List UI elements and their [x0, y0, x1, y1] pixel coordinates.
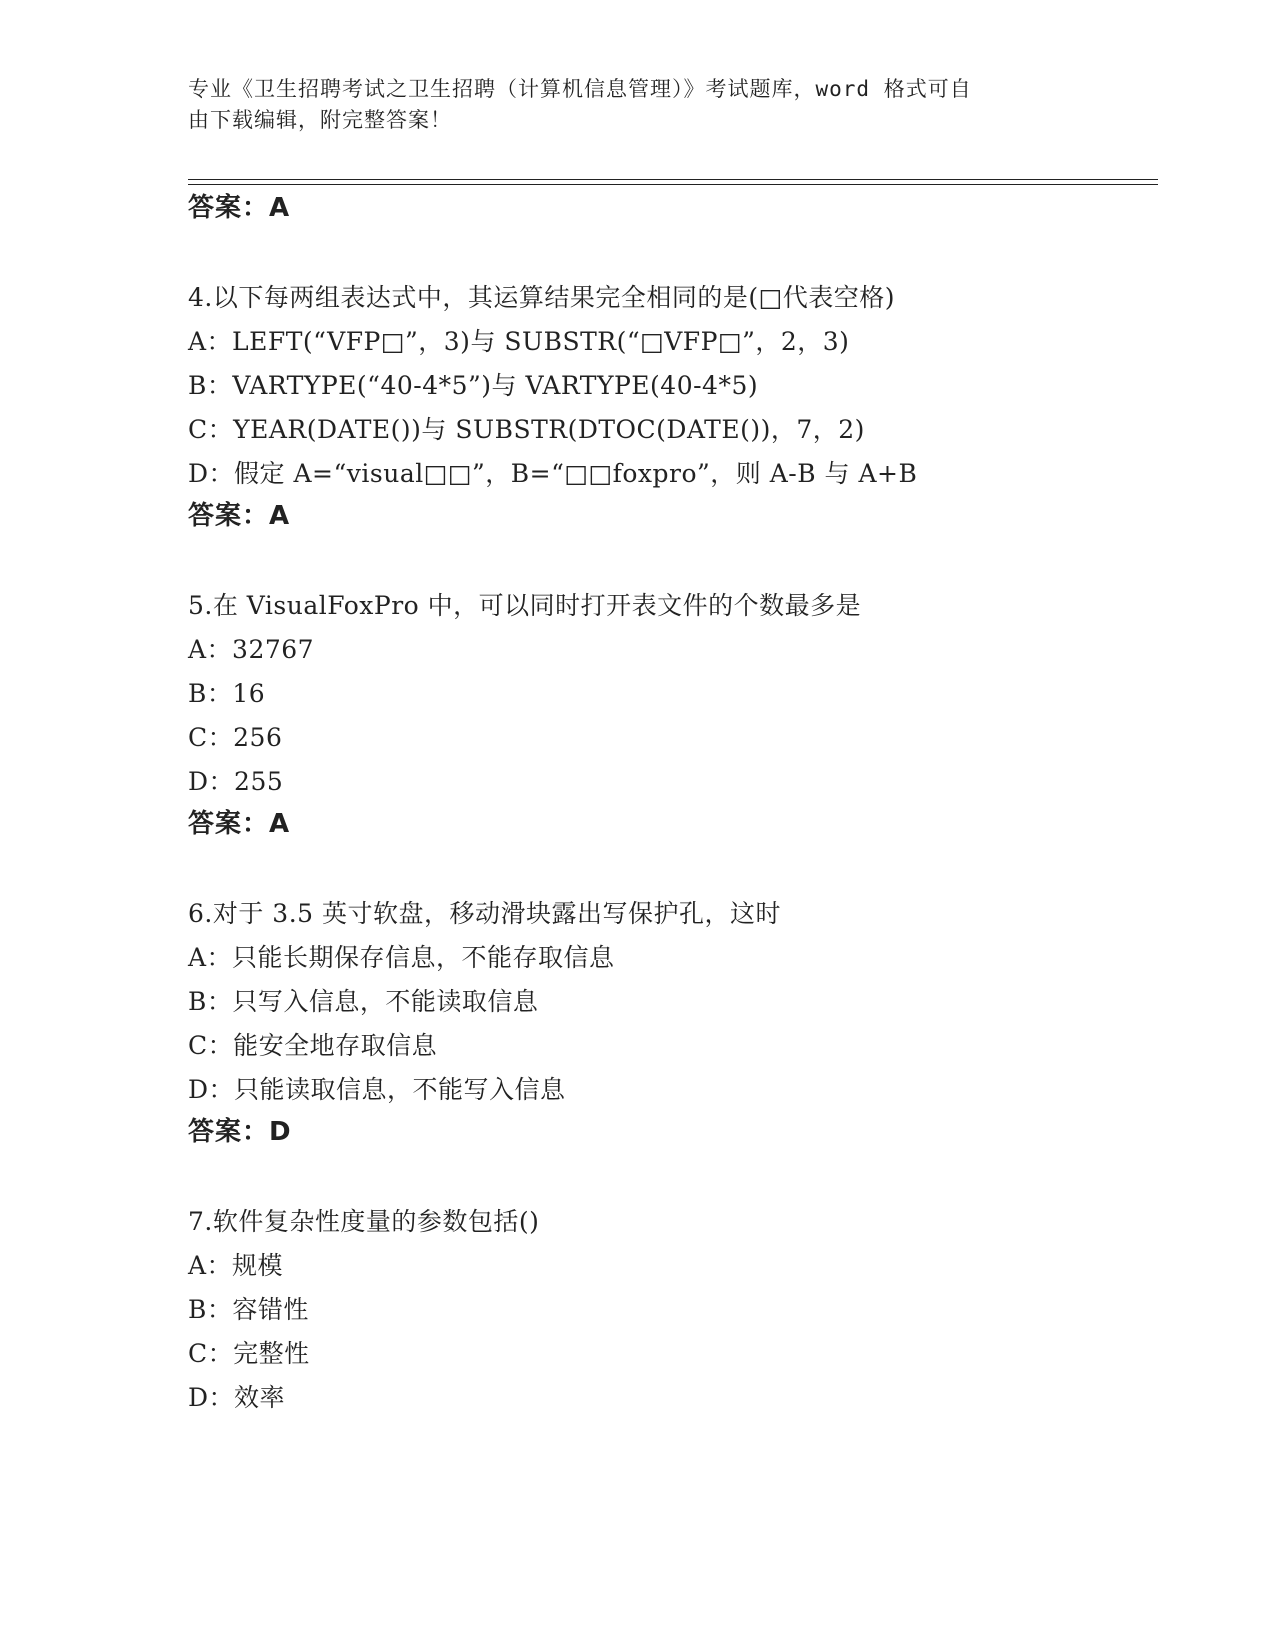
option-d: D：只能读取信息，不能写入信息	[188, 1075, 566, 1104]
header-rule-top	[188, 179, 1158, 180]
option-d: D：效率	[188, 1383, 286, 1412]
question-stem: 4.以下每两组表达式中，其运算结果完全相同的是(□代表空格)	[188, 283, 895, 312]
option-c: C：256	[188, 723, 283, 752]
option-c: C：能安全地存取信息	[188, 1031, 438, 1060]
header-line-2: 由下载编辑，附完整答案！	[188, 108, 452, 132]
question-stem: 5.在 VisualFoxPro 中，可以同时打开表文件的个数最多是	[188, 591, 862, 620]
option-b: B：容错性	[188, 1295, 309, 1324]
header-line-1: 专业《卫生招聘考试之卫生招聘（计算机信息管理）》考试题库，word 格式可自	[188, 77, 972, 101]
answer-line: 答案：A	[188, 809, 291, 839]
document-header	[188, 74, 1088, 136]
option-a: A：32767	[188, 635, 315, 664]
option-a: A：LEFT(“VFP□”，3)与 SUBSTR(“□VFP□”，2，3)	[188, 327, 850, 356]
question-stem: 6.对于 3.5 英寸软盘，移动滑块露出写保护孔，这时	[188, 899, 782, 928]
option-c: C：YEAR(DATE())与 SUBSTR(DTOC(DATE())，7，2)	[188, 415, 865, 444]
option-a: A：只能长期保存信息，不能存取信息	[188, 943, 615, 972]
option-b: B：VARTYPE(“40-4*5”)与 VARTYPE(40-4*5)	[188, 371, 759, 400]
header-rule-bottom	[188, 184, 1158, 185]
option-b: B：16	[188, 679, 266, 708]
option-b: B：只写入信息，不能读取信息	[188, 987, 539, 1016]
answer-line: 答案：D	[188, 1117, 292, 1147]
option-d: D：假定 A=“visual□□”，B=“□□foxpro”，则 A-B 与 A+B	[188, 459, 918, 488]
option-c: C：完整性	[188, 1339, 310, 1368]
question-stem: 7.软件复杂性度量的参数包括()	[188, 1207, 540, 1236]
option-d: D：255	[188, 767, 284, 796]
answer-line: 答案：A	[188, 501, 291, 531]
option-a: A：规模	[188, 1251, 284, 1280]
answer-line: 答案：A	[188, 193, 291, 223]
